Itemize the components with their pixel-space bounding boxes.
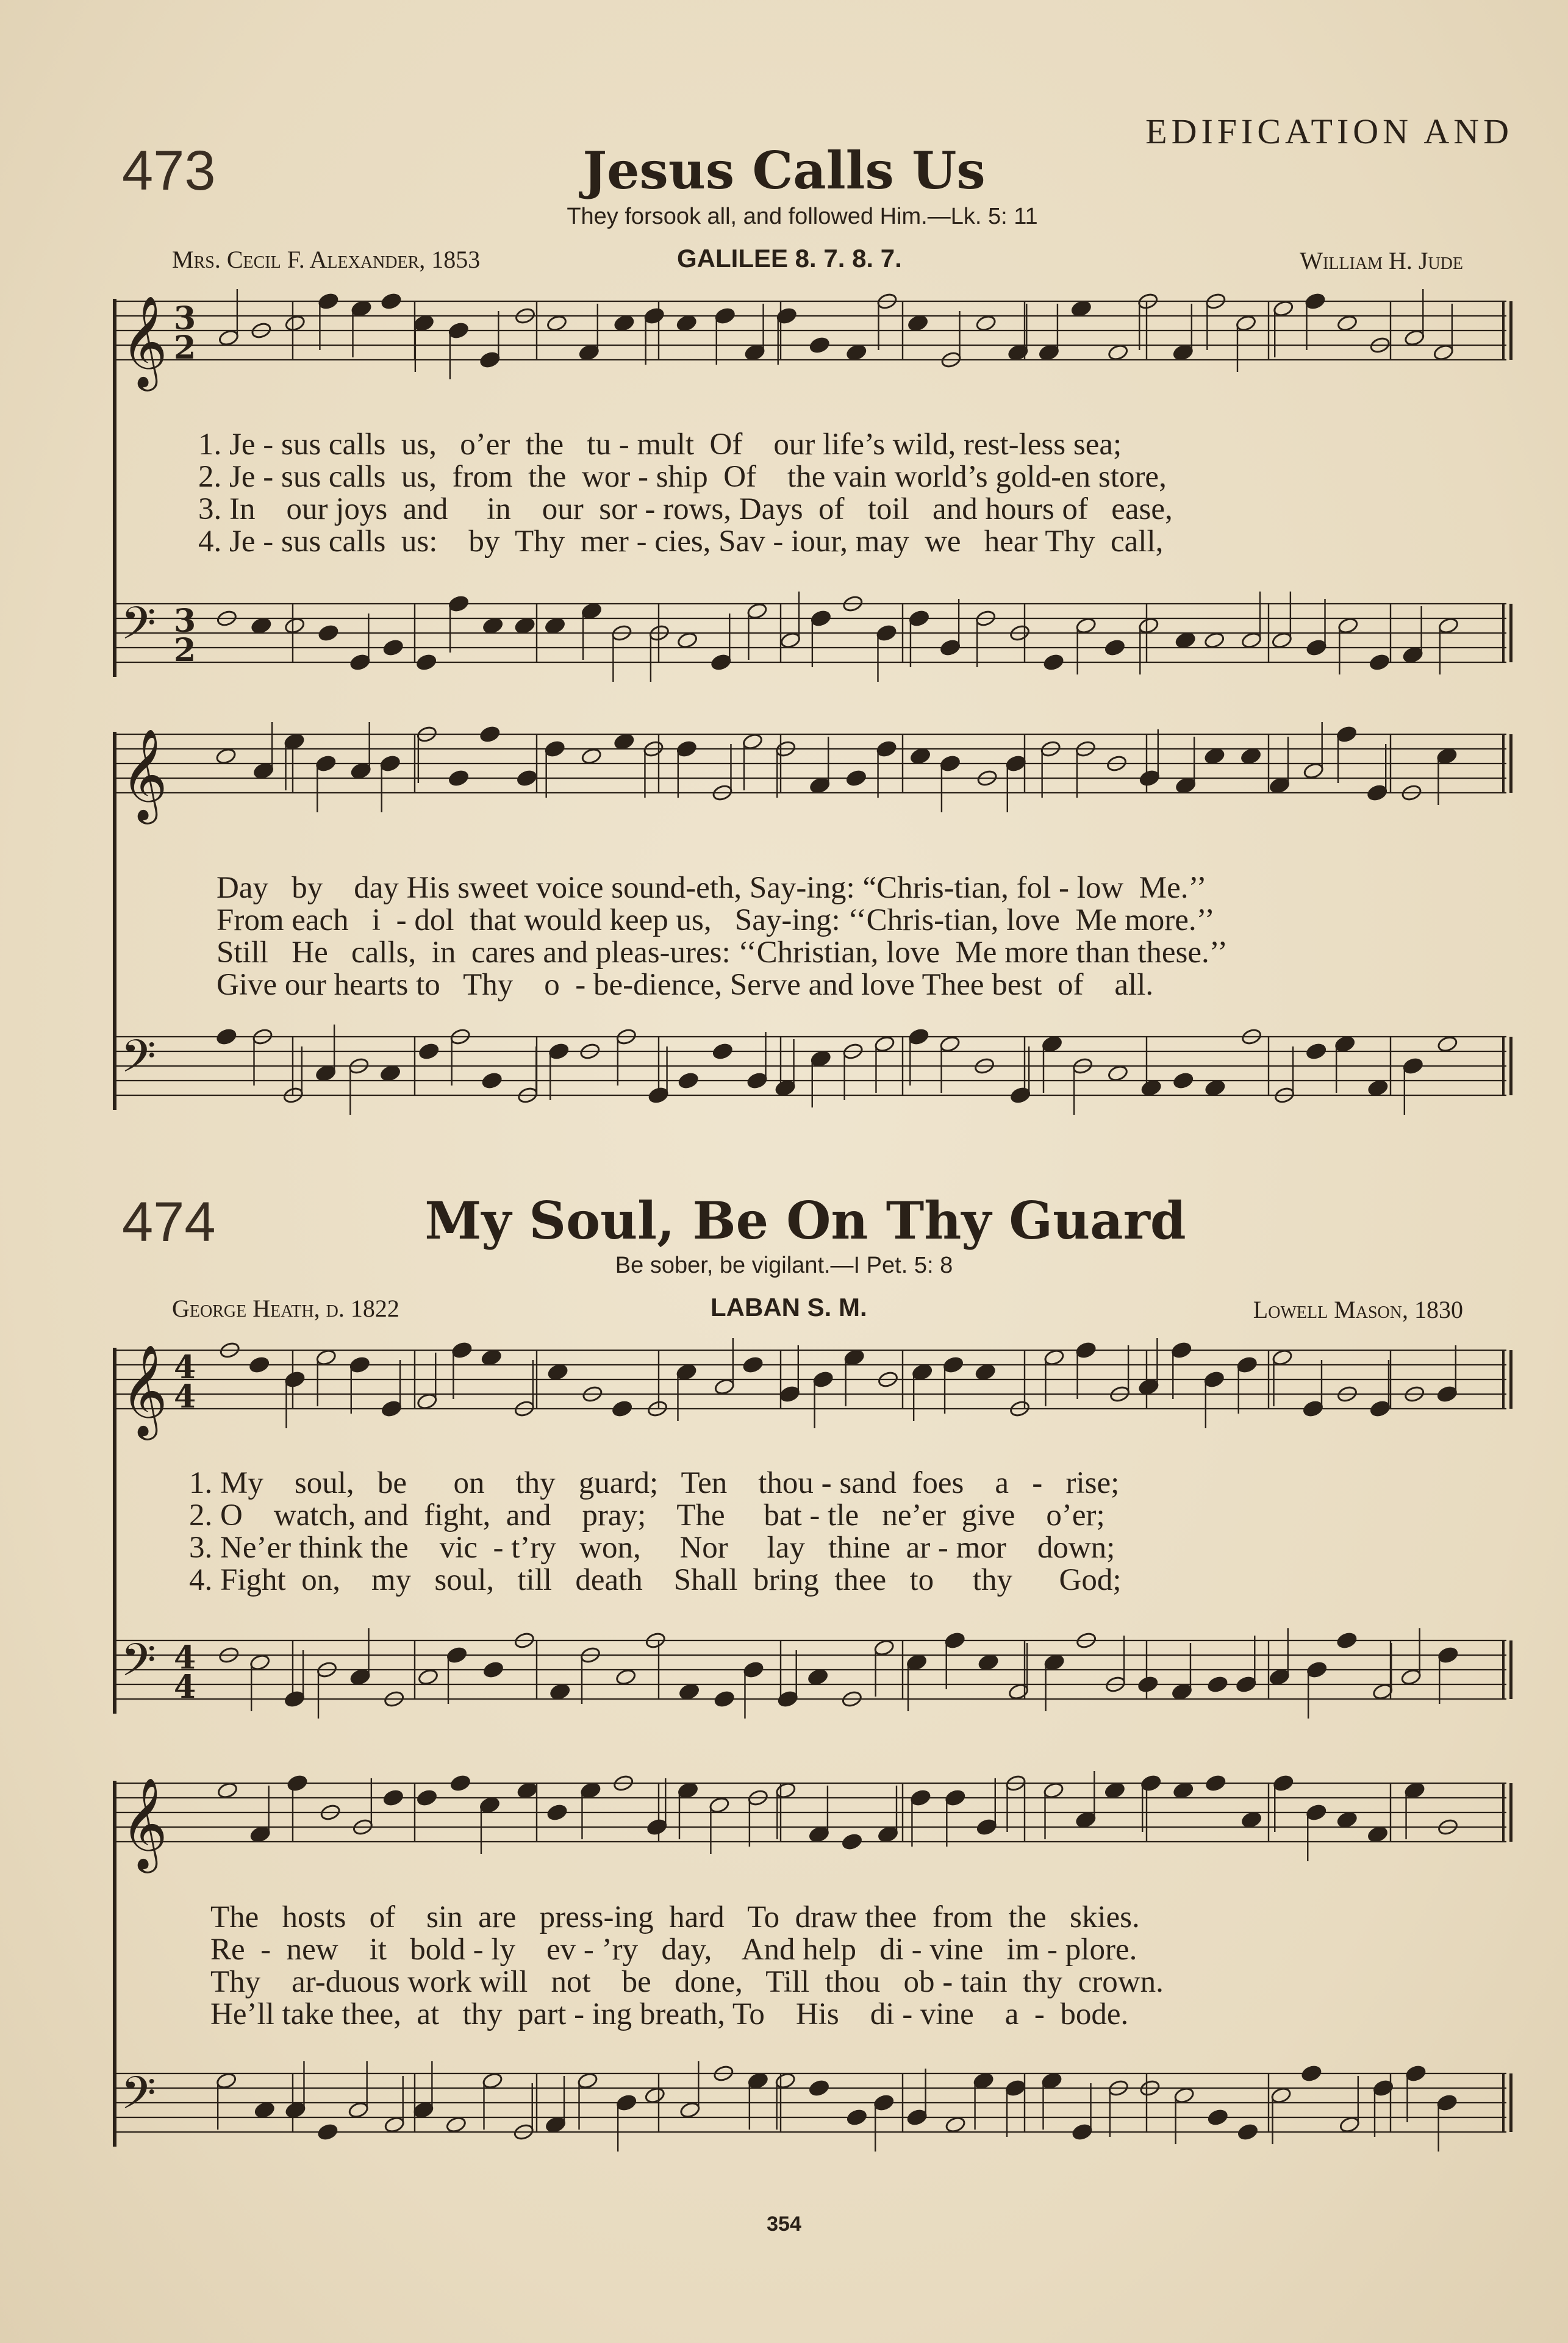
hymn-title: Jesus Calls Us bbox=[582, 140, 986, 201]
bass-staff bbox=[116, 1025, 1513, 1115]
bass-staff bbox=[116, 592, 1513, 682]
lyric-line: Still He calls, in cares and pleas-ures: ‘‘Christian, love Me more than these.’’ bbox=[217, 935, 1228, 970]
treble-staff bbox=[116, 1771, 1513, 1873]
lyric-line: 1. Je - sus calls us, o’er the tu - mult Of our life’s wild, rest-less sea; bbox=[198, 427, 1122, 462]
treble-staff bbox=[116, 289, 1513, 392]
lyric-line: 3. Ne’er think the vic - t’ry won, Nor lay thine ar - mor down; bbox=[189, 1531, 1115, 1565]
lyric-line: 2. O watch, and fight, and pray; The bat - tle ne’er give o’er; bbox=[189, 1498, 1105, 1533]
svg-text:𝄞: 𝄞 bbox=[121, 728, 168, 820]
hymn-number: 474 bbox=[122, 1191, 216, 1253]
lyric-line: Thy ar-duous work will not be done, Till thou ob - tain thy crown. bbox=[210, 1965, 1164, 1999]
verses-474-line1 bbox=[189, 1467, 1122, 1597]
lyric-line: 1. My soul, be on thy guard; Ten thou - sand foes a - rise; bbox=[189, 1466, 1120, 1500]
bass-staff bbox=[116, 2061, 1513, 2152]
treble-staff bbox=[116, 1338, 1513, 1440]
svg-text:𝄞: 𝄞 bbox=[121, 295, 168, 387]
scripture-reference: Be sober, be vigilant.—I Pet. 5: 8 bbox=[615, 1253, 953, 1278]
composer-credit: Lowell Mason, 1830 bbox=[1253, 1296, 1463, 1323]
lyric-line: 3. In our joys and in our sor - rows, Days of toil and hours of ease, bbox=[198, 492, 1173, 526]
lyric-line: Give our hearts to Thy o - be-dience, Serve and love Thee best of all. bbox=[217, 968, 1154, 1002]
scripture-reference: They forsook all, and followed Him.—Lk. 5: 11 bbox=[567, 204, 1038, 229]
author-credit: George Heath, d. 1822 bbox=[172, 1295, 399, 1322]
svg-text:3: 3 bbox=[174, 300, 196, 337]
hymn-number: 473 bbox=[122, 140, 216, 202]
composer-credit: William H. Jude bbox=[1300, 247, 1463, 274]
lyric-line: Day by day His sweet voice sound-eth, Say-ing: “Chris-tian, fol - low Me.’’ bbox=[217, 871, 1207, 905]
svg-text:4: 4 bbox=[174, 1378, 196, 1415]
svg-text:3: 3 bbox=[174, 603, 196, 640]
svg-text:𝄞: 𝄞 bbox=[121, 1343, 168, 1436]
tune-name: LABAN S. M. bbox=[711, 1293, 867, 1322]
lyric-line: He’ll take thee, at thy part - ing breath, To His di - vine a - bode. bbox=[210, 1997, 1129, 2031]
lyric-line: 2. Je - sus calls us, from the wor - ship Of the vain world’s gold-en store, bbox=[198, 460, 1167, 494]
svg-text:𝄢: 𝄢 bbox=[121, 597, 156, 661]
lyric-line: 4. Je - sus calls us: by Thy mer - cies, Sav - iour, may we hear Thy call, bbox=[198, 524, 1164, 559]
svg-text:𝄢: 𝄢 bbox=[121, 2067, 156, 2131]
svg-text:2: 2 bbox=[174, 329, 196, 367]
lyric-line: Re - new it bold - ly ev - ’ry day, And help di - vine im - plore. bbox=[210, 1933, 1137, 1967]
svg-text:𝄢: 𝄢 bbox=[121, 1634, 156, 1698]
hymn-title: My Soul, Be On Thy Guard bbox=[424, 1190, 1186, 1251]
svg-text:𝄞: 𝄞 bbox=[121, 1776, 168, 1869]
tune-name: GALILEE 8. 7. 8. 7. bbox=[677, 244, 902, 273]
svg-text:𝄢: 𝄢 bbox=[121, 1030, 156, 1094]
verses-473-line1 bbox=[198, 429, 1173, 558]
treble-staff bbox=[116, 722, 1513, 825]
svg-text:4: 4 bbox=[174, 1669, 196, 1706]
verses-474-line2 bbox=[210, 1901, 1164, 2031]
page-number: 354 bbox=[767, 2212, 801, 2236]
svg-text:2: 2 bbox=[174, 632, 196, 669]
lyric-line: From each i - dol that would keep us, Say-ing: ‘‘Chris-tian, love Me more.’’ bbox=[217, 903, 1215, 937]
svg-text:4: 4 bbox=[174, 1349, 196, 1386]
author-credit: Mrs. Cecil F. Alexander, 1853 bbox=[172, 246, 481, 273]
verses-473-line2 bbox=[217, 872, 1228, 1001]
svg-text:4: 4 bbox=[174, 1639, 196, 1676]
bass-staff bbox=[116, 1628, 1513, 1719]
section-heading: EDIFICATION AND bbox=[1145, 112, 1513, 151]
lyric-line: 4. Fight on, my soul, till death Shall bring thee to thy God; bbox=[189, 1563, 1122, 1597]
lyric-line: The hosts of sin are press-ing hard To draw thee from the skies. bbox=[210, 1900, 1140, 1934]
